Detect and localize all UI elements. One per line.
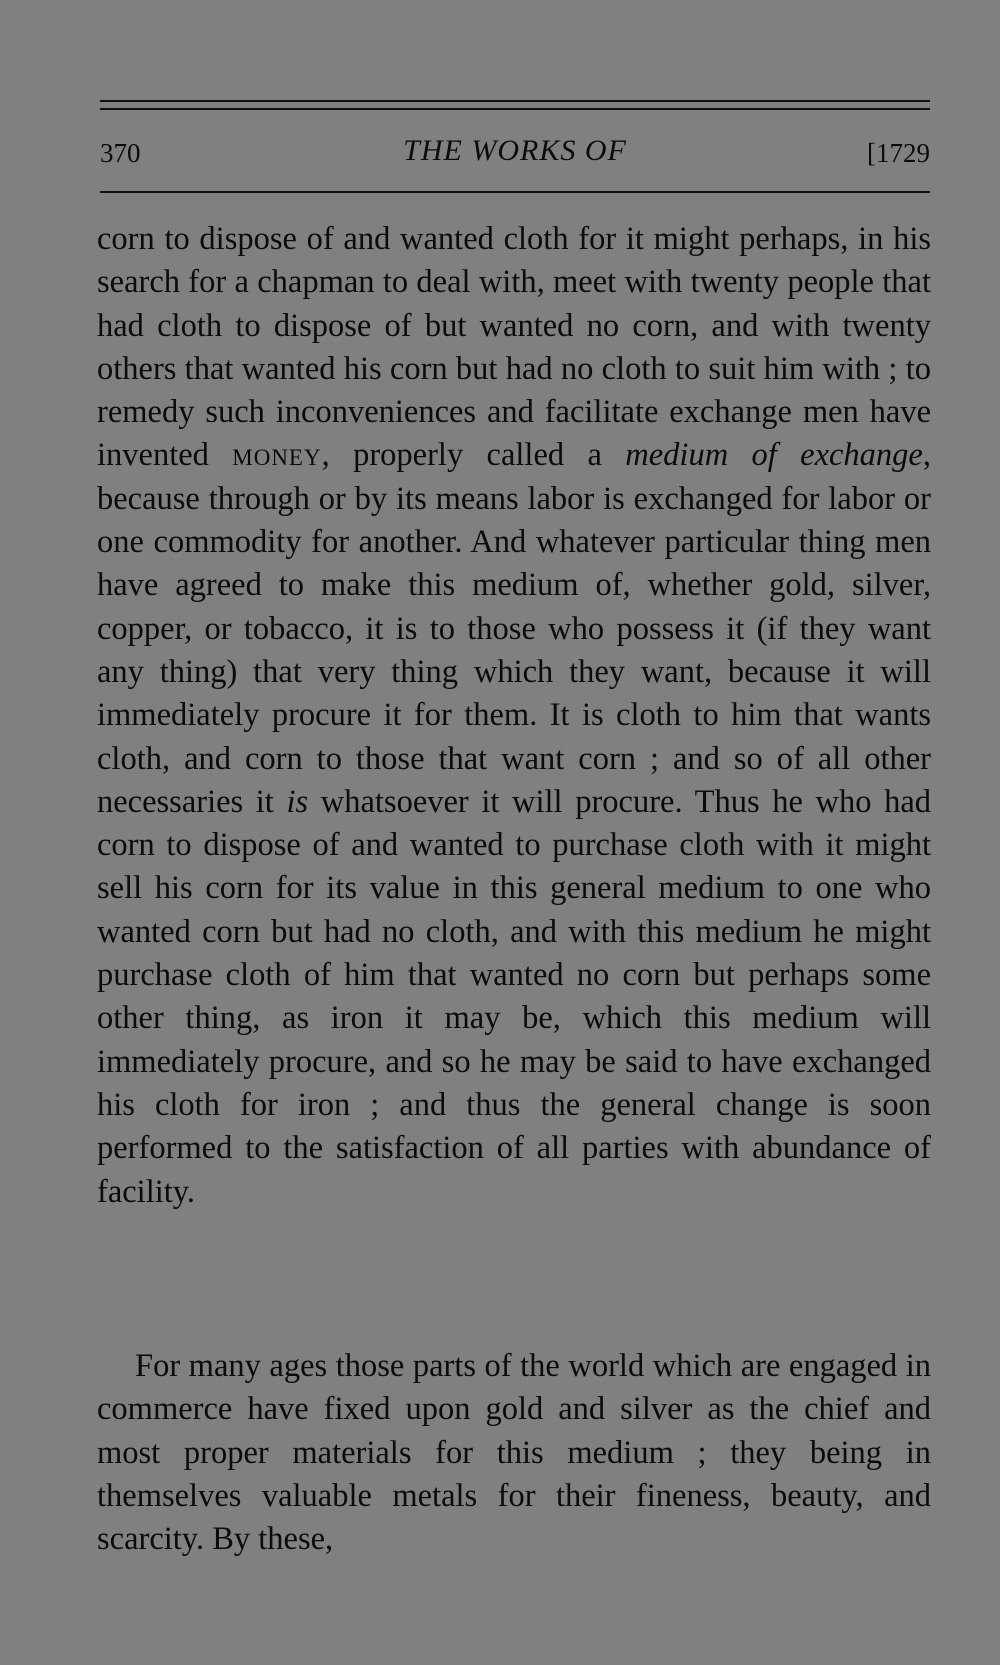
header-rule-top-inner [100, 108, 930, 110]
term-money: money [232, 437, 322, 474]
paragraph-text: For many ages those parts of the world which are engaged in commerce have fixed upon gold and silver as the chief and most proper materials for this medium ; they being in themselves valuable metals for their fineness, beauty, and scarcity. By these, [97, 1348, 931, 1558]
body-paragraph-2 [97, 1345, 931, 1561]
header-rule-bottom [100, 191, 930, 193]
paragraph-text: whatsoever it will procure. Thus he who had corn to dispose of and wanted to purchase cloth with it might sell his corn for its value in this general medium to one who wanted corn but had no cloth, and with this medium he might purchase cloth of him that wanted no corn but perhaps some other thing, as iron it may be, which this medium will immediately procure, and so he may be said to have exchanged his cloth for iron ; and thus the general change is soon performed to the satisfaction of all parties with abundance of facility. [97, 783, 931, 1210]
page-header [100, 134, 930, 174]
header-rule-top [100, 100, 930, 102]
paragraph-text: , properly called a [321, 437, 626, 474]
emphasis-is: is [286, 783, 309, 820]
paragraph-text: , because through or by its means labor is exchanged for labor or one commodity for another. And whatever particular thing men have agreed to make this medium of, whether gold, silver, copper, or tobacco, it is to those who possess it (if they want any thing) that very thing which they want, because it will immediately procure it for them. It is cloth to him that wants cloth, and corn to those that want corn ; and so of all other necessaries it [97, 437, 931, 820]
term-medium-of-exchange: medium of exchange [625, 437, 923, 474]
page-number: 370 [100, 138, 141, 168]
paragraph-text: corn to dispose of and wanted cloth for it might perhaps, in his search for a chapman to deal with, meet with twenty people that had cloth to dispose of but wanted no corn, and with twenty others that wanted his corn but had no cloth to suit him with ; to remedy such inconveniences and facilitate exchange men have invented [97, 221, 931, 474]
header-year: [1729 [867, 138, 930, 168]
body-paragraph-1 [97, 218, 931, 1214]
running-head: THE WORKS OF [403, 134, 627, 167]
